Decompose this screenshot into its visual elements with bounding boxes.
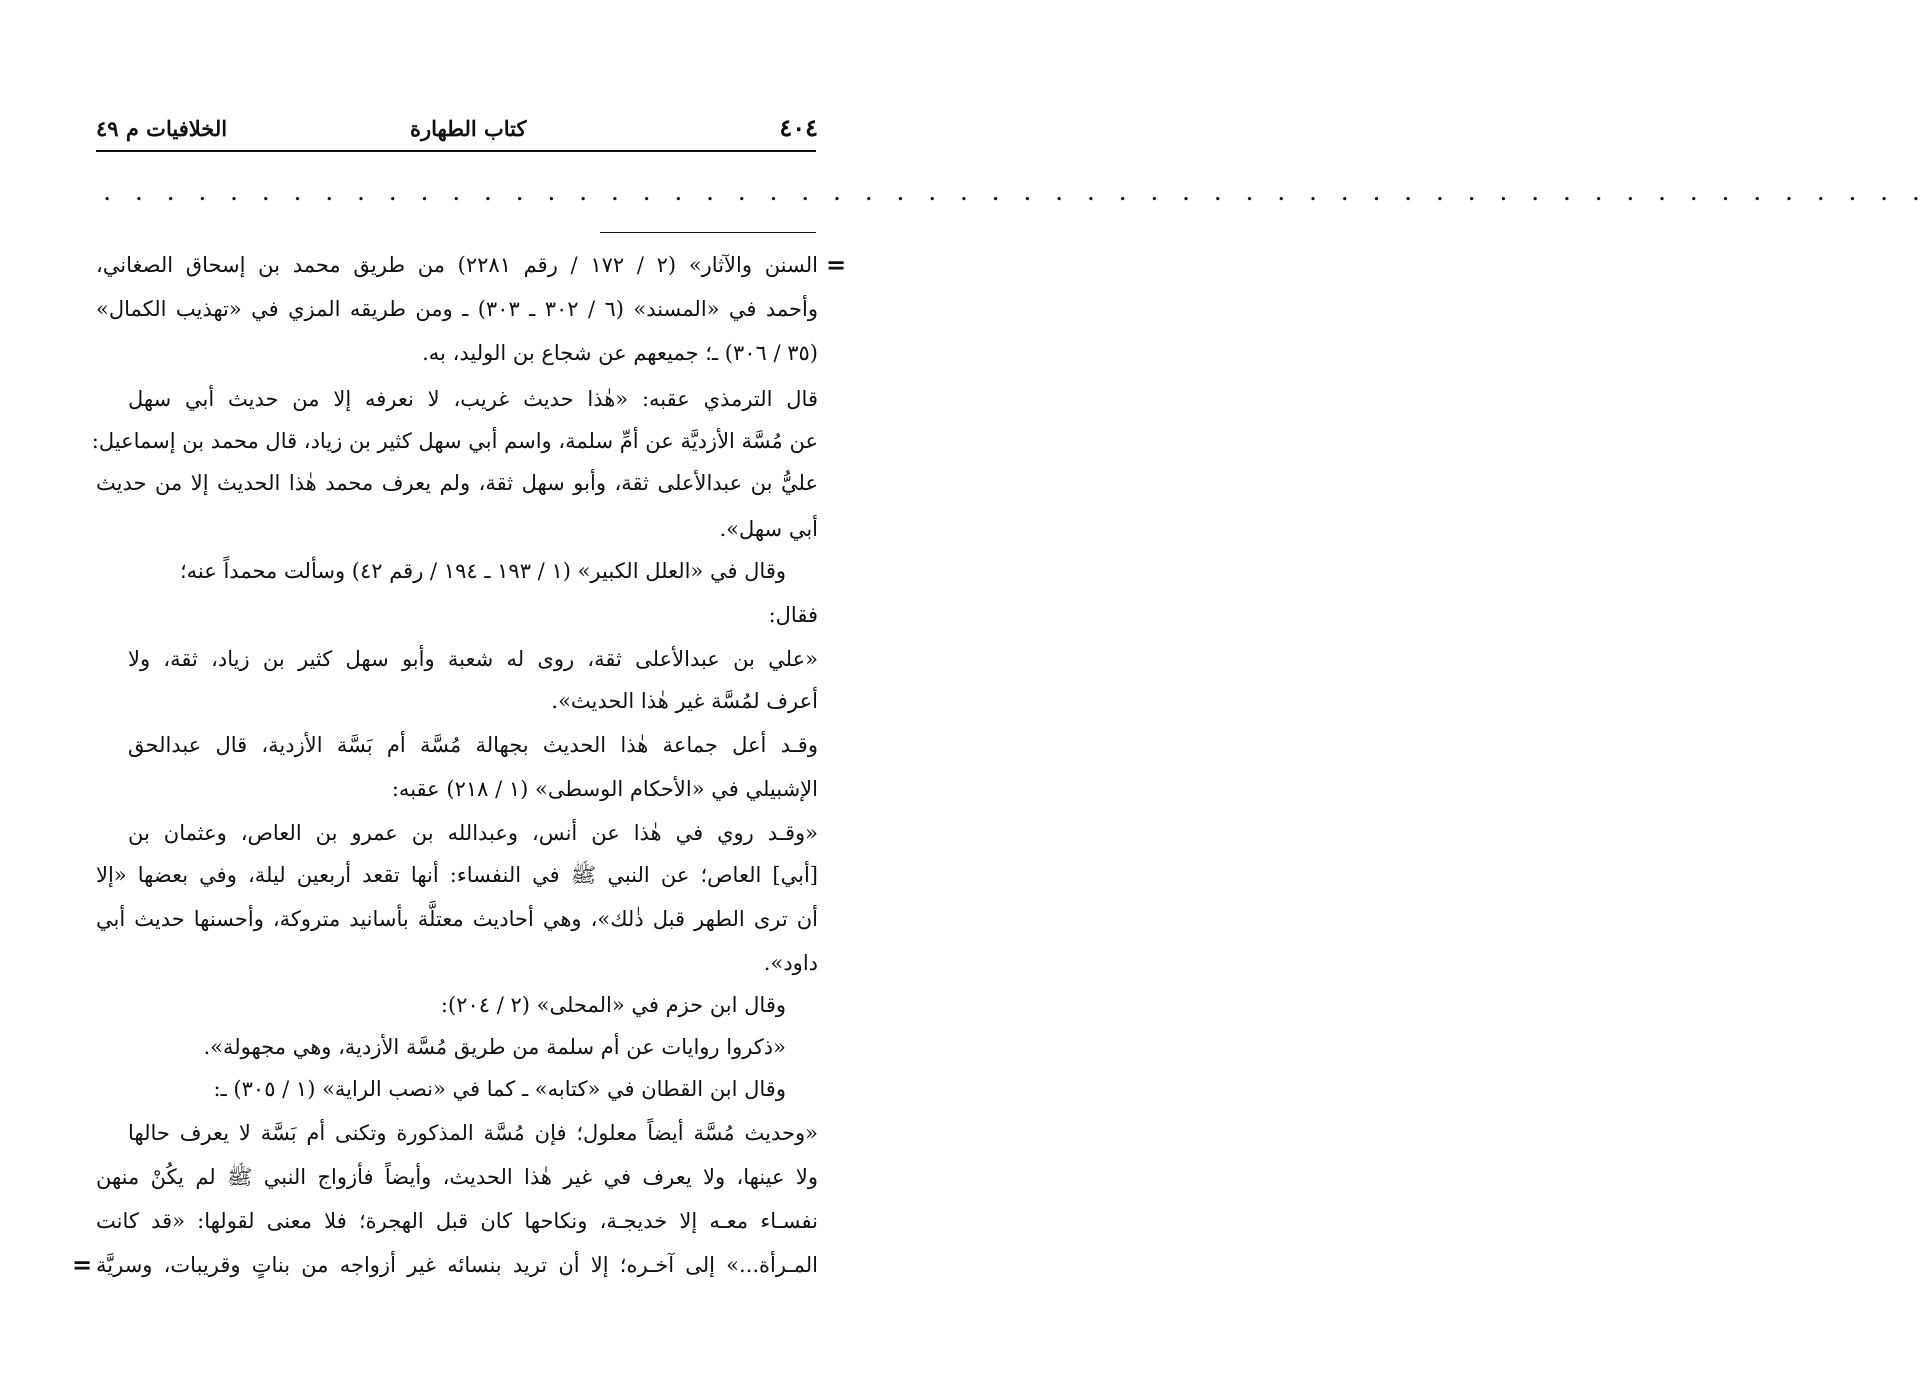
footnote-line-10: «علي بن عبدالأعلى ثقة، روى له شعبة وأبو سهل كثير بن زياد، ثقة، ولا [128,647,818,671]
footnote-line-23: نفسـاء معـه إلا خديجـة، ونكاحها كان قبل الهجرة؛ فلا معنى لقولها: «قد كانت [96,1209,818,1233]
footnote-line-19: «ذكروا روايات عن أم سلمة من طريق مُسَّة الأزدية، وهي مجهولة». [203,1035,786,1059]
footnote-line-4: قال الترمذي عقبه: «هٰذا حديث غريب، لا نعرفه إلا من حديث أبي سهل [128,387,818,411]
footnote-line-21: «وحديث مُسَّة أيضاً معلول؛ فإن مُسَّة المذكورة وتكنى أم بَسَّة لا يعرف حالها [128,1121,818,1145]
footnote-line-3: (٣٥ / ٣٠٦) ـ؛ جميعهم عن شجاع بن الوليد، به. [422,341,818,365]
footnote-line-13: الإشبيلي في «الأحكام الوسطى» (١ / ٢١٨) عقبه: [391,777,818,801]
footnote-line-11: أعرف لمُسَّة غير هٰذا الحديث». [551,689,818,713]
footnote-line-8: وقال في «العلل الكبير» (١ / ١٩٣ ـ ١٩٤ / رقم ٤٢) وسألت محمداً عنه؛ [179,559,786,583]
footnote-line-16: أن ترى الطهر قبل ذٰلك»، وهي أحاديث معتلَّة بأسانيد متروكة، وأحسنها حديث أبي [96,907,818,931]
footnote-line-2: وأحمد في «المسند» (٦ / ٣٠٢ ـ ٣٠٣) ـ ومن طريقه المزي في «تهذيب الكمال» [96,297,818,321]
footnote-line-7: أبي سهل». [719,517,818,541]
running-title: كتاب الطهارة [410,116,527,141]
footnote-line-12: وقـد أعل جماعة هٰذا الحديث بجهالة مُسَّة أم بَسَّة الأزدية، قال عبدالحق [128,733,818,757]
footnote-line-22: ولا عينها، ولا يعرف في غير هٰذا الحديث، وأيضاً فأزواج النبي ﷺ لم يكُنْ منهن [96,1165,818,1189]
continuation-marker-out: = [72,1250,93,1279]
footnote-line-5: عن مُسَّة الأزديَّة عن أمِّ سلمة، واسم أبي سهل كثير بن زياد، قال محمد بن إسماعيل: [91,429,818,453]
footnote-line-9: فقال: [768,603,818,627]
footnote-line-14: «وقـد روي في هٰذا عن أنس، وعبدالله بن عمرو بن العاص، وعثمان بن [128,821,818,845]
volume-marker: الخلافيات م ٤٩ [96,116,228,141]
footnote-separator [600,232,816,233]
footnote-line-18: وقال ابن حزم في «المحلى» (٢ / ٢٠٤): [440,993,786,1017]
header-rule [96,150,816,152]
continuation-marker-in: = [826,250,847,279]
footnote-line-1: السنن والآثار» (٢ / ١٧٢ / رقم ٢٢٨١) من طريق محمد بن إسحاق الصغاني، [96,253,818,277]
main-text-placeholder-dots: . . . . . . . . . . . . . . . . . . . . . . . . . . . . . . . . . . . . . . . . . . . . . . . . . . . . . . . . . . [104,184,1929,205]
footnote-line-15: [أبي] العاص؛ عن النبي ﷺ في النفساء: أنها تقعد أربعين ليلة، وفي بعضها «إلا [96,863,818,887]
footnote-line-6: عليُّ بن عبدالأعلى ثقة، وأبو سهل ثقة، ولم يعرف محمد هٰذا الحديث إلا من حديث [96,471,818,495]
footnote-line-17: داود». [763,951,818,975]
footnote-line-24: المـرأة...» إلى آخـره؛ إلا أن تريد بنسائه غير أزواجه من بناتٍ وقريبات، وسريَّة [96,1253,818,1277]
footnote-line-20: وقال ابن القطان في «كتابه» ـ كما في «نصب الراية» (١ / ٣٠٥) ـ: [213,1077,786,1101]
page-number: ٤٠٤ [779,113,818,142]
